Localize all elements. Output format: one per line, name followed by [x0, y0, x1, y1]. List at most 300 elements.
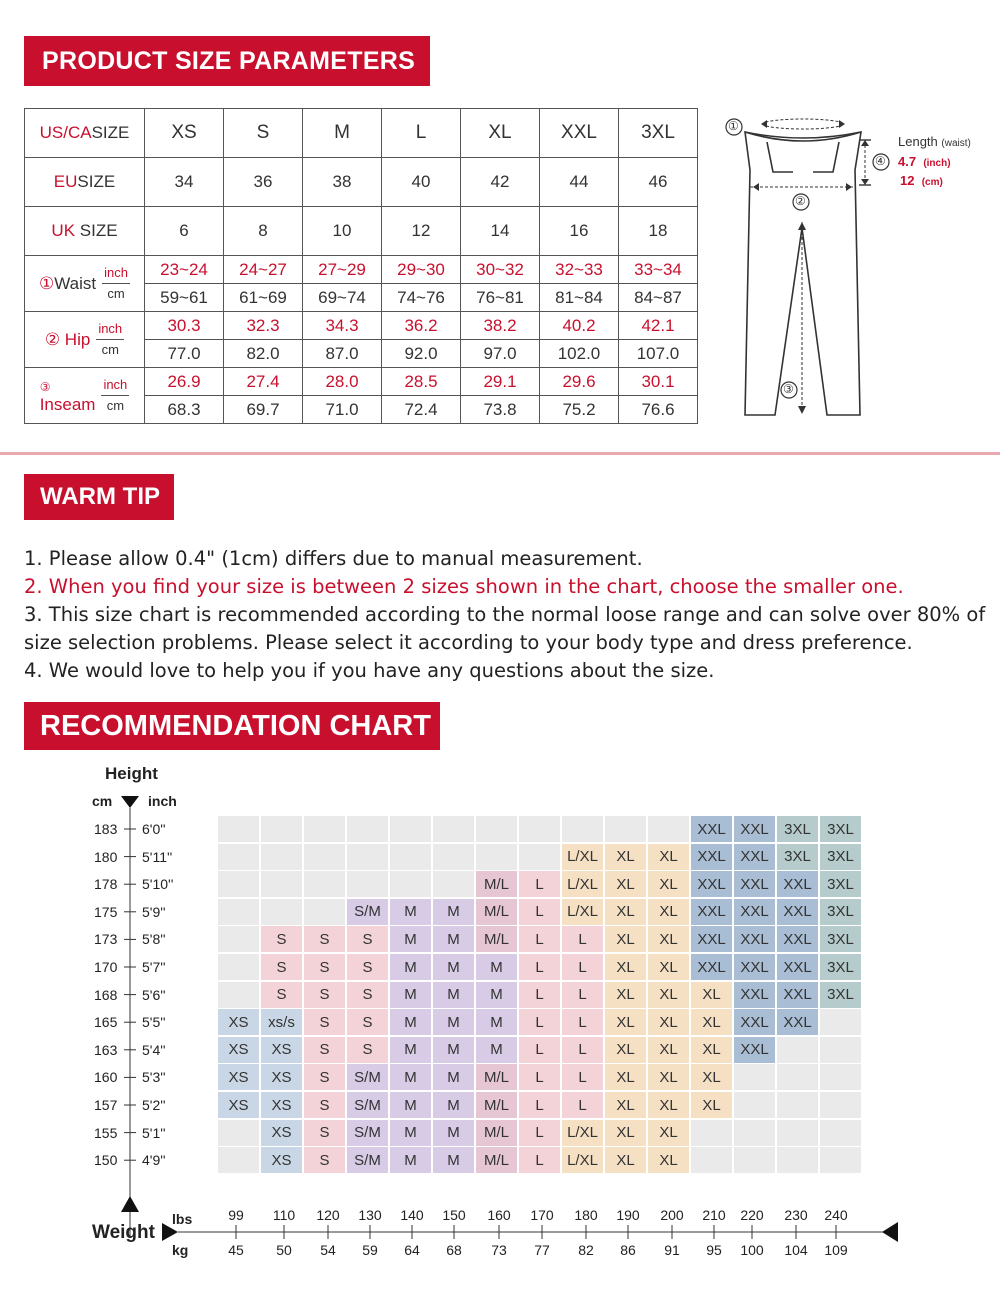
length-label — [898, 134, 971, 149]
us-suffix: SIZE — [91, 123, 130, 142]
height-inch-label: 5'1'' — [142, 1124, 166, 1141]
height-cm-label: 165 — [94, 1014, 118, 1031]
pants-shape — [745, 132, 861, 415]
uk-suffix: SIZE — [79, 221, 118, 240]
inseam-inch-cell: 26.9 — [145, 368, 224, 396]
size-cell: L — [519, 982, 560, 1008]
hip-inch-cell: 42.1 — [619, 312, 698, 340]
size-cell: M — [390, 1120, 431, 1146]
weight-axis-title: Weight — [92, 1222, 155, 1243]
arrow-icon — [846, 183, 852, 191]
height-axis-title: Height — [105, 764, 158, 783]
size-cell: XL — [605, 954, 646, 980]
weight-kg-label: 68 — [446, 1242, 462, 1258]
size-cell — [519, 844, 560, 870]
size-cell: XXL — [691, 816, 732, 842]
size-cell: M — [390, 1147, 431, 1173]
waist-inch-cell: 30~32 — [461, 256, 540, 284]
weight-kg-label: 77 — [534, 1242, 550, 1258]
size-cell: S — [304, 1064, 345, 1090]
uk-size-cell: 16 — [540, 207, 619, 256]
size-cell — [390, 871, 431, 897]
height-inch-label: 5'10'' — [142, 876, 174, 893]
warm-tip-banner: WARM TIP — [24, 474, 174, 520]
inseam-cm-cell: 71.0 — [303, 396, 382, 424]
pocket-left — [767, 142, 793, 172]
size-cell: M — [433, 1092, 474, 1118]
uk-size-label — [25, 207, 145, 256]
arrow-icon — [798, 406, 806, 414]
size-cell: S — [304, 1092, 345, 1118]
waist-inch-cell: 33~34 — [619, 256, 698, 284]
size-cell: M/L — [476, 899, 517, 925]
size-cell: XL — [648, 899, 689, 925]
size-cell: XS — [261, 1064, 302, 1090]
size-cell: XS — [261, 1092, 302, 1118]
weight-kg-label: 54 — [320, 1242, 336, 1258]
waist-inch-cell: 32~33 — [540, 256, 619, 284]
weight-kg-label: 95 — [706, 1242, 722, 1258]
hip-inch-cell: 32.3 — [224, 312, 303, 340]
size-cell: S/M — [347, 899, 388, 925]
size-cell: S — [304, 926, 345, 952]
weight-lbs-label: 230 — [784, 1207, 808, 1223]
waist-cm-cell: 59~61 — [145, 284, 224, 312]
uk-size-cell: 18 — [619, 207, 698, 256]
size-cell — [777, 1092, 818, 1118]
size-cell: L — [562, 954, 603, 980]
size-cell: L — [519, 1064, 560, 1090]
weight-lbs-label: 190 — [616, 1207, 640, 1223]
height-inch-label: 5'4'' — [142, 1041, 166, 1058]
size-cell: XXL — [734, 899, 775, 925]
size-cell: XXL — [691, 871, 732, 897]
size-cell: S — [261, 926, 302, 952]
size-cell: XS — [261, 1120, 302, 1146]
size-cell: L — [519, 1037, 560, 1063]
size-cell — [390, 816, 431, 842]
size-cell: XL — [691, 1037, 732, 1063]
pocket-right — [813, 142, 839, 172]
size-cell: XL — [648, 982, 689, 1008]
us-prefix: US/CA — [39, 123, 92, 142]
size-cell — [820, 1147, 861, 1173]
size-cell: M — [476, 954, 517, 980]
size-cell: xs/s — [261, 1009, 302, 1035]
size-cell: L — [519, 954, 560, 980]
us-size-cell: L — [382, 109, 461, 158]
uk-size-cell: 12 — [382, 207, 461, 256]
inseam-cm-cell: 68.3 — [145, 396, 224, 424]
marker-3: ③ — [783, 382, 794, 396]
height-inch-label: 5'9'' — [142, 903, 166, 920]
eu-size-cell: 38 — [303, 158, 382, 207]
size-cell: S — [304, 954, 345, 980]
size-cell — [261, 844, 302, 870]
size-cell — [433, 871, 474, 897]
inseam-inch-row — [25, 368, 698, 396]
size-cell: M — [433, 899, 474, 925]
length-text: Length — [898, 134, 938, 149]
height-inch-label: 5'5'' — [142, 1014, 166, 1031]
waist-cm-cell: 81~84 — [540, 284, 619, 312]
size-cell: S/M — [347, 1120, 388, 1146]
size-cell: S — [304, 1009, 345, 1035]
waist-cm-cell: 74~76 — [382, 284, 461, 312]
size-cell — [734, 1064, 775, 1090]
inseam-cm-cell: 72.4 — [382, 396, 461, 424]
section-divider — [0, 452, 1000, 455]
weight-arrow-end-icon — [882, 1222, 898, 1242]
size-cell: XL — [691, 1092, 732, 1118]
waist-inch-cell: 23~24 — [145, 256, 224, 284]
size-cell: M/L — [476, 871, 517, 897]
size-cell: XXL — [734, 954, 775, 980]
uk-prefix: UK — [51, 221, 76, 240]
size-cell — [691, 1120, 732, 1146]
size-cell — [304, 844, 345, 870]
hip-inch-cell: 30.3 — [145, 312, 224, 340]
size-cell: L — [519, 1147, 560, 1173]
size-cell — [218, 926, 259, 952]
height-cm-label: 163 — [94, 1041, 118, 1058]
size-cell — [691, 1147, 732, 1173]
height-unit-inch: inch — [148, 793, 177, 809]
weight-lbs-label: 160 — [487, 1207, 511, 1223]
size-cell — [734, 1120, 775, 1146]
size-cell: L — [519, 871, 560, 897]
uk-size-cell: 6 — [145, 207, 224, 256]
height-cm-label: 157 — [94, 1097, 118, 1113]
size-cell — [820, 1092, 861, 1118]
size-cell: XL — [691, 1064, 732, 1090]
size-cell: L — [562, 1037, 603, 1063]
size-cell: XL — [605, 844, 646, 870]
size-cell: L — [519, 1120, 560, 1146]
warm-tip-list — [24, 545, 994, 685]
hip-cm-cell: 97.0 — [461, 340, 540, 368]
size-cell — [777, 1037, 818, 1063]
size-cell — [820, 1064, 861, 1090]
size-cell: XXL — [777, 926, 818, 952]
size-cell: M — [390, 1064, 431, 1090]
size-cell: 3XL — [820, 899, 861, 925]
hip-inch-cell: 40.2 — [540, 312, 619, 340]
size-cell: S — [304, 1037, 345, 1063]
weight-lbs-label: 120 — [316, 1207, 340, 1223]
height-inch-label: 5'6'' — [142, 986, 166, 1003]
size-cell: 3XL — [777, 816, 818, 842]
waist-cm-cell: 76~81 — [461, 284, 540, 312]
inseam-cm-cell: 75.2 — [540, 396, 619, 424]
size-cell — [734, 1147, 775, 1173]
size-cell: XL — [648, 871, 689, 897]
height-arrow-up-icon — [121, 1196, 139, 1212]
eu-size-cell: 44 — [540, 158, 619, 207]
arrow-icon — [861, 140, 869, 146]
size-cell — [218, 816, 259, 842]
size-cell: M — [433, 982, 474, 1008]
size-cell — [218, 871, 259, 897]
inseam-cm-cell: 76.6 — [619, 396, 698, 424]
tip-1: 1. Please allow 0.4" (1cm) differs due to manual measurement. — [24, 547, 643, 570]
waist-name: Waist — [54, 273, 97, 293]
size-cell — [218, 1147, 259, 1173]
size-cell: XS — [218, 1092, 259, 1118]
uk-size-row — [25, 207, 698, 256]
size-cell: L/XL — [562, 1120, 603, 1146]
us-size-cell: XL — [461, 109, 540, 158]
waist-marker — [39, 274, 96, 294]
size-cell: L/XL — [562, 844, 603, 870]
size-cell: S — [347, 954, 388, 980]
size-cell: M — [390, 926, 431, 952]
height-cm-label: 170 — [94, 959, 118, 975]
size-cell: 3XL — [820, 954, 861, 980]
size-cell — [261, 816, 302, 842]
size-cell: L — [562, 1064, 603, 1090]
waist-label — [25, 256, 145, 312]
hip-inch-cell: 38.2 — [461, 312, 540, 340]
size-cell: XXL — [734, 982, 775, 1008]
inseam-inch-cell: 28.0 — [303, 368, 382, 396]
size-cell: XL — [648, 1147, 689, 1173]
height-unit-cm: cm — [92, 793, 113, 809]
size-cell: XL — [648, 1092, 689, 1118]
size-cell: S — [347, 1009, 388, 1035]
size-cell: XXL — [777, 1009, 818, 1035]
hip-unit-cm: cm — [101, 342, 119, 357]
weight-lbs-label: 99 — [228, 1207, 244, 1223]
size-cell — [347, 816, 388, 842]
size-cell: S/M — [347, 1064, 388, 1090]
size-cell — [648, 816, 689, 842]
size-cell — [820, 1037, 861, 1063]
size-cell — [562, 816, 603, 842]
hip-cm-cell: 92.0 — [382, 340, 461, 368]
size-cell: S — [304, 1147, 345, 1173]
size-cell: S — [347, 1037, 388, 1063]
waist-unit-inch: inch — [102, 263, 130, 284]
eu-size-cell: 36 — [224, 158, 303, 207]
length-inch-value: 4.7 — [898, 154, 917, 169]
size-cell: M — [433, 1120, 474, 1146]
size-cell: XXL — [691, 844, 732, 870]
arrow-icon — [761, 120, 767, 128]
length-cm-value: 12 — [900, 173, 915, 188]
inseam-cm-cell: 73.8 — [461, 396, 540, 424]
size-cell — [519, 816, 560, 842]
size-cell: M — [390, 1037, 431, 1063]
hip-name: Hip — [64, 329, 91, 349]
weight-kg-label: 73 — [491, 1242, 507, 1258]
size-cell: XXL — [734, 1037, 775, 1063]
tip-2: 2. When you find your size is between 2 sizes shown in the chart, choose the smaller one. — [24, 575, 904, 598]
size-cell: XL — [648, 1009, 689, 1035]
size-cell: M — [476, 1037, 517, 1063]
size-cell — [734, 1092, 775, 1118]
weight-lbs-label: 180 — [574, 1207, 598, 1223]
us-size-cell: 3XL — [619, 109, 698, 158]
size-cell: L — [562, 982, 603, 1008]
inseam-inch-cell: 27.4 — [224, 368, 303, 396]
size-cell: XL — [605, 871, 646, 897]
pants-diagram — [715, 110, 995, 430]
height-cm-label: 173 — [94, 931, 118, 948]
size-cell — [218, 899, 259, 925]
length-cm — [900, 173, 943, 188]
size-cell: XL — [648, 1064, 689, 1090]
uk-size-cell: 10 — [303, 207, 382, 256]
us-size-cell: S — [224, 109, 303, 158]
size-cell: M — [433, 954, 474, 980]
size-cell — [777, 1147, 818, 1173]
arrow-icon — [798, 222, 806, 230]
size-cell: M — [476, 982, 517, 1008]
waistband-line — [745, 132, 861, 141]
size-cell: M/L — [476, 1120, 517, 1146]
us-size-cell: XXL — [540, 109, 619, 158]
weight-lbs-label: 110 — [272, 1207, 296, 1223]
eu-suffix: SIZE — [77, 172, 116, 191]
size-cell: XL — [605, 1147, 646, 1173]
size-cell: XL — [648, 1120, 689, 1146]
size-cell: S/M — [347, 1092, 388, 1118]
height-cm-label: 178 — [94, 876, 118, 893]
weight-kg-label: 104 — [784, 1242, 808, 1258]
hip-marker — [45, 330, 91, 350]
size-table — [24, 108, 698, 424]
weight-lbs-label: 130 — [358, 1207, 382, 1223]
size-cell: 3XL — [820, 871, 861, 897]
size-cell: XS — [261, 1147, 302, 1173]
size-cell — [777, 1064, 818, 1090]
uk-size-cell: 14 — [461, 207, 540, 256]
height-inch-label: 4'9'' — [142, 1152, 166, 1169]
hip-cm-cell: 82.0 — [224, 340, 303, 368]
arrow-icon — [839, 120, 845, 128]
size-cell: XS — [218, 1064, 259, 1090]
inseam-inch-cell: 29.6 — [540, 368, 619, 396]
size-cell — [218, 982, 259, 1008]
size-cell — [433, 816, 474, 842]
marker-2: ② — [795, 194, 806, 208]
us-size-cell: XS — [145, 109, 224, 158]
size-cell: L — [519, 1009, 560, 1035]
size-cell: XXL — [734, 871, 775, 897]
size-cell: S — [261, 954, 302, 980]
size-cell — [390, 844, 431, 870]
size-cell: 3XL — [820, 816, 861, 842]
size-cell: L — [519, 899, 560, 925]
size-cell: XXL — [734, 816, 775, 842]
inseam-inch-cell: 28.5 — [382, 368, 461, 396]
size-cell — [820, 1009, 861, 1035]
eu-size-row — [25, 158, 698, 207]
weight-unit-lbs: lbs — [172, 1211, 193, 1227]
size-cell — [304, 816, 345, 842]
size-cell: XL — [605, 1037, 646, 1063]
eu-size-cell: 40 — [382, 158, 461, 207]
waist-cm-cell: 84~87 — [619, 284, 698, 312]
size-cell: 3XL — [820, 844, 861, 870]
hip-cm-cell: 107.0 — [619, 340, 698, 368]
size-cell: S — [347, 926, 388, 952]
eu-prefix: EU — [53, 172, 78, 191]
size-cell: XXL — [777, 899, 818, 925]
hip-cm-cell: 77.0 — [145, 340, 224, 368]
length-cm-unit: (cm) — [921, 177, 943, 188]
size-cell: XL — [648, 844, 689, 870]
size-cell: L — [562, 926, 603, 952]
inseam-inch-cell: 29.1 — [461, 368, 540, 396]
weight-lbs-label: 240 — [824, 1207, 848, 1223]
size-cell: XL — [691, 1009, 732, 1035]
size-cell — [304, 899, 345, 925]
size-cell: XL — [648, 926, 689, 952]
us-size-cell: M — [303, 109, 382, 158]
size-cell: L — [519, 1092, 560, 1118]
eu-size-cell: 34 — [145, 158, 224, 207]
size-cell: XS — [218, 1037, 259, 1063]
waist-unit-cm: cm — [107, 286, 125, 301]
size-cell: XXL — [734, 1009, 775, 1035]
hip-inch-cell: 34.3 — [303, 312, 382, 340]
size-cell: M/L — [476, 1092, 517, 1118]
size-cell: L/XL — [562, 899, 603, 925]
inseam-marker — [40, 378, 96, 414]
hip-cm-cell: 87.0 — [303, 340, 382, 368]
inseam-num: ③ — [39, 379, 51, 394]
size-cell — [777, 1120, 818, 1146]
weight-kg-label: 59 — [362, 1242, 378, 1258]
size-cell: XS — [261, 1037, 302, 1063]
length-inch — [898, 154, 951, 169]
tip-4: 4. We would love to help you if you have any questions about the size. — [24, 659, 715, 682]
size-cell: XL — [605, 926, 646, 952]
hip-inch-cell: 36.2 — [382, 312, 461, 340]
size-cell — [261, 871, 302, 897]
weight-kg-label: 45 — [228, 1242, 244, 1258]
recommendation-chart-banner: RECOMMENDATION CHART — [24, 702, 440, 750]
size-cell: M — [433, 926, 474, 952]
weight-lbs-label: 210 — [702, 1207, 726, 1223]
height-cm-label: 183 — [94, 821, 118, 837]
weight-kg-label: 91 — [664, 1242, 680, 1258]
height-inch-label: 5'8'' — [142, 931, 166, 948]
size-cell: XXL — [734, 844, 775, 870]
height-inch-label: 5'11'' — [142, 848, 173, 865]
size-cell: XL — [605, 1009, 646, 1035]
waist-num: ① — [39, 273, 55, 293]
size-cell: XL — [691, 982, 732, 1008]
hip-label — [25, 312, 145, 368]
weight-kg-label: 100 — [740, 1242, 764, 1258]
eu-size-label — [25, 158, 145, 207]
size-cell: M — [390, 1092, 431, 1118]
size-cell: XL — [605, 1120, 646, 1146]
height-cm-label: 180 — [94, 848, 118, 865]
hip-num: ② — [44, 329, 61, 349]
hip-unit-inch: inch — [96, 319, 124, 340]
weight-kg-label: 82 — [578, 1242, 594, 1258]
size-cell — [433, 844, 474, 870]
us-size-row — [25, 109, 698, 158]
length-sub: (waist) — [941, 138, 971, 149]
weight-unit-kg: kg — [172, 1242, 189, 1258]
us-size-label — [25, 109, 145, 158]
waist-measure-line — [763, 119, 843, 129]
